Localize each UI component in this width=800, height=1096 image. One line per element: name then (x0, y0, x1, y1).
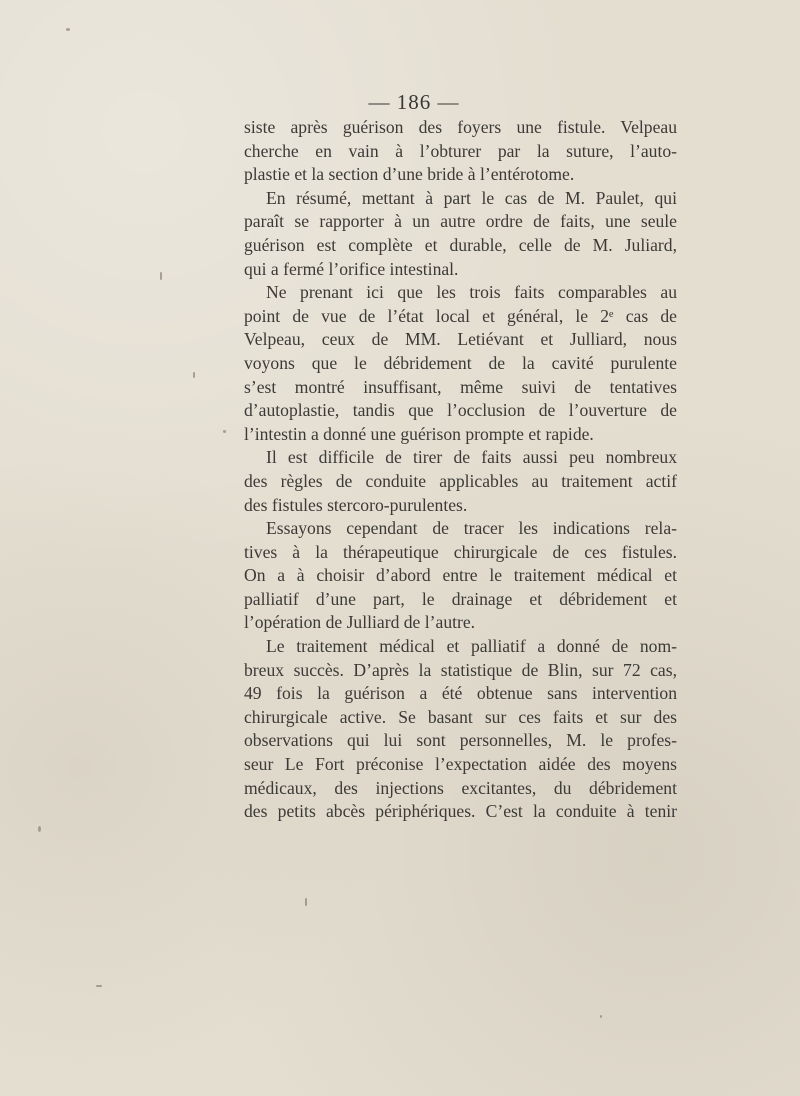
paper-speck (38, 826, 41, 832)
text-line: On a à choisir d’abord entre le traitement médical et (244, 565, 677, 586)
text-line: voyons que le débridement de la cavité purulente (244, 352, 677, 373)
text-line: tives à la thérapeutique chirurgicale de ces fistules. (244, 541, 677, 562)
text-line: des fistules stercoro-purulentes. (244, 494, 468, 515)
text-line: chirurgicale active. Se basant sur ces faits et sur des (244, 706, 677, 727)
text-line: d’autoplastie, tandis que l’occlusion de l’ouverture de (244, 400, 677, 421)
page-number: — 186 — (368, 90, 460, 114)
paper-speck (305, 898, 307, 906)
text-line: cherche en vain à l’obturer par la suture, l’auto- (244, 140, 677, 161)
text-line: des règles de conduite applicables au traitement actif (244, 470, 677, 491)
text-line: Il est difficile de tirer de faits aussi peu nombreux (266, 447, 677, 468)
paper-speck (96, 985, 102, 987)
text-line: breux succès. D’après la statistique de Blin, sur 72 cas, (244, 659, 677, 680)
text-line: médicaux, des injections excitantes, du débridement (244, 777, 677, 798)
text-line: l’opération de Julliard de l’autre. (244, 612, 476, 633)
text-line: 49 fois la guérison a été obtenue sans intervention (244, 683, 677, 704)
text-line: point de vue de l’état local et général, le 2ᵉ cas de (244, 305, 677, 326)
paper-speck (223, 430, 226, 433)
paper-speck (600, 1015, 602, 1018)
body-text (244, 116, 677, 824)
text-line: En résumé, mettant à part le cas de M. Paulet, qui (266, 187, 677, 208)
text-line: qui a fermé l’orifice intestinal. (244, 258, 459, 279)
text-line: palliatif d’une part, le drainage et débridement et (244, 588, 677, 609)
paper-speck (160, 272, 162, 280)
text-line: Velpeau, ceux de MM. Letiévant et Julliard, nous (244, 329, 677, 350)
paper-speck (193, 372, 195, 378)
text-line: paraît se rapporter à un autre ordre de faits, une seule (244, 211, 677, 232)
paper-speck (66, 28, 70, 31)
text-line: plastie et la section d’une bride à l’entérotome. (244, 164, 575, 185)
text-line: des petits abcès périphériques. C’est la conduite à tenir (244, 801, 677, 822)
text-line: siste après guérison des foyers une fistule. Velpeau (244, 117, 677, 137)
text-line: s’est montré insuffisant, même suivi de tentatives (244, 376, 677, 397)
text-line: observations qui lui sont personnelles, M. le profes- (244, 730, 677, 751)
text-line: Essayons cependant de tracer les indications rela- (266, 518, 677, 539)
text-line: Le traitement médical et palliatif a donné de nom- (266, 636, 677, 657)
text-line: Ne prenant ici que les trois faits comparables au (266, 282, 677, 303)
text-line: seur Le Fort préconise l’expectation aidée des moyens (244, 754, 677, 775)
text-line: l’intestin a donné une guérison prompte et rapide. (244, 423, 594, 444)
text-line: guérison est complète et durable, celle de M. Juliard, (244, 234, 677, 255)
